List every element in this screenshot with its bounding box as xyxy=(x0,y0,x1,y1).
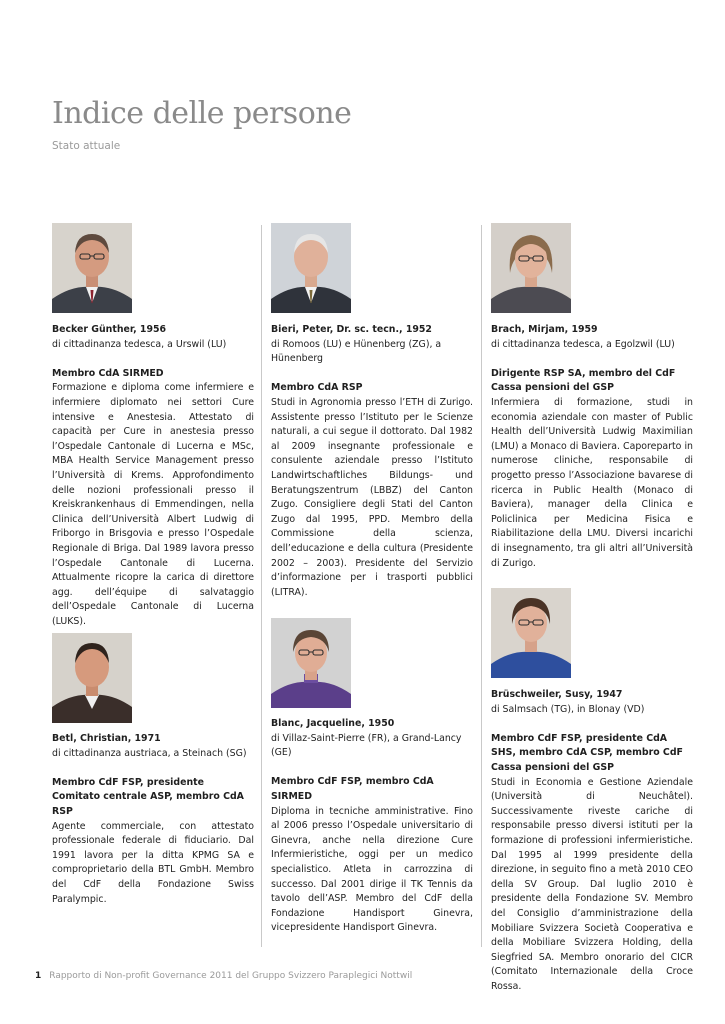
person-name: Betl, Christian, 1971 xyxy=(52,733,161,744)
portrait-photo xyxy=(52,633,132,723)
portrait-photo xyxy=(52,223,132,313)
person-origin: di cittadinanza austriaca, a Steinach (SG) xyxy=(52,747,247,759)
page-footer xyxy=(35,971,412,981)
person-bio: Studi in Economia e Gestione Aziendale (Università di Neuchâtel). Successivamente riveste cariche di responsabile presso diversi istituti per la formazione di professioni infermieristiche. Dal 1995 al 1999 presidente della direzione, in seguito fino a metà 2010 CEO della SV Group. Dal luglio 2010 è presidente della Fondazione SV. Membro del Consiglio d’amministrazione della Mobiliare Svizzera Società Cooperativa e della Mobiliare Svizzera Holding, della Siegfried SA. Membro onorario del CICR (Comitato Internazionale della Croce Rossa. xyxy=(491,776,693,992)
person-bio: Agente commerciale, con attestato professionale federale di fiduciario. Dal 1991 lavora per la ditta KPMG SA e comproprietario della BTL GmbH. Membro del CdF della Fondazione Swiss Paralympic. xyxy=(52,820,254,905)
person-entry xyxy=(271,717,473,936)
person-origin: di Romoos (LU) e Hünenberg (ZG), a Hünenberg xyxy=(271,338,442,365)
person-role: Membro CdF FSP, membro CdA SIRMED xyxy=(271,776,434,802)
page-number: 1 xyxy=(35,971,42,981)
person-bio: Studi in Agronomia presso l’ETH di Zurigo. Assistente presso l’Istituto per le Scienze naturali, a cui segue il dottorato. Dal 1982 al 2009 insegnante professionale e consulente aziendale presso l’Istituto Landwirtschaftliches Bildungs- und Beratungszentrum (LBBZ) del Canton Zugo. Consigliere degli Stati del Canton Zugo dal 1995, PPD. Membro della Commissione della scienza, dell’educazione e della cultura (Presidente 2002 – 2003). Presidente del Servizio d’informazione per i trasporti pubblici (LITRA). xyxy=(271,396,473,598)
footer-text: Rapporto di Non-profit Governance 2011 del Gruppo Svizzero Paraplegici Nottwil xyxy=(49,971,413,981)
person-entry xyxy=(271,323,473,600)
person-role: Membro CdA RSP xyxy=(271,382,363,394)
person-role: Membro CdA SIRMED xyxy=(52,367,164,379)
person-name: Brach, Mirjam, 1959 xyxy=(491,324,598,335)
portrait-photo xyxy=(491,223,571,313)
page-subtitle: Stato attuale xyxy=(52,140,121,152)
person-origin: di Villaz-Saint-Pierre (FR), a Grand-Lancy (GE) xyxy=(271,732,462,759)
person-bio: Formazione e diploma come infermiere e infermiere diplomato nei settori Cure intensive e Anestesia. Attestato di capacità per Cure in anestesia presso l’Ospedale Cantonale di Lucerna e MSc, MBA Health Service Management presso l’Università di Krems. Approfondimento delle nozioni professionali presso il Kreiskrankenhaus di Emmendingen, nella Clinica dell’Università Albert Ludwig di Friborgo in Brisgovia e presso l’Ospedale Regionale di Briga. Dal 1989 lavora presso l’Ospedale Cantonale di Lucerna. Attualmente ricopre la carica di direttore agg. dell’équipe di salvataggio dell’Ospedale Cantonale di Lucerna (LUKS). xyxy=(52,382,254,627)
portrait-photo xyxy=(271,223,351,313)
person-role: Membro CdF FSP, presidente Comitato centrale ASP, membro CdA RSP xyxy=(52,776,244,817)
person-origin: di cittadinanza tedesca, a Egolzwil (LU) xyxy=(491,338,675,350)
person-bio: Infermiera di formazione, studi in economia aziendale con master of Public Health dell’Università Ludwig Maximilian (LMU) a Monaco di Baviera. Caporeparto in numerose cliniche, responsabile di progetto presso l’Associazione bavarese di ricerca in Public Health (Monaco di Baviera), manager della Clinica e Policlinica per Medicina Fisica e Riabilitazione della LMU. Diversi incarichi di insegnamento, tra gli altri all’Università di Zurigo. xyxy=(491,396,693,569)
person-entry xyxy=(491,688,693,994)
person-name: Bieri, Peter, Dr. sc. tecn., 1952 xyxy=(271,324,432,335)
column-divider xyxy=(481,225,482,947)
person-origin: di Salmsach (TG), in Blonay (VD) xyxy=(491,703,645,715)
person-role: Membro CdF FSP, presidente CdA SHS, membro CdA CSP, membro CdF Cassa pensioni del GSP xyxy=(491,732,683,773)
person-bio: Diploma in tecniche amministrative. Fino al 2006 presso l’Ospedale universitario di Ginevra, anche nella direzione Cure Infermieristiche, oggi per un medico specialistico. Atleta in carrozzina di successo. Dal 2001 dirige il TK Tennis da tavolo dell’ASP. Membro del CdF della Fondazione Handisport Ginevra, vicepresidente Handisport Ginevra. xyxy=(271,805,473,934)
person-name: Brüschweiler, Susy, 1947 xyxy=(491,689,623,700)
portrait-photo xyxy=(271,618,351,708)
person-entry xyxy=(52,732,254,907)
person-origin: di cittadinanza tedesca, a Urswil (LU) xyxy=(52,338,227,350)
person-name: Becker Günther, 1956 xyxy=(52,324,167,335)
person-entry xyxy=(491,323,693,571)
column-divider xyxy=(261,225,262,947)
person-name: Blanc, Jacqueline, 1950 xyxy=(271,718,395,729)
person-role: Dirigente RSP SA, membro del CdF Cassa pensioni del GSP xyxy=(491,367,676,394)
person-entry xyxy=(52,323,254,629)
portrait-photo xyxy=(491,588,571,678)
page-title: Indice delle persone xyxy=(52,96,352,131)
